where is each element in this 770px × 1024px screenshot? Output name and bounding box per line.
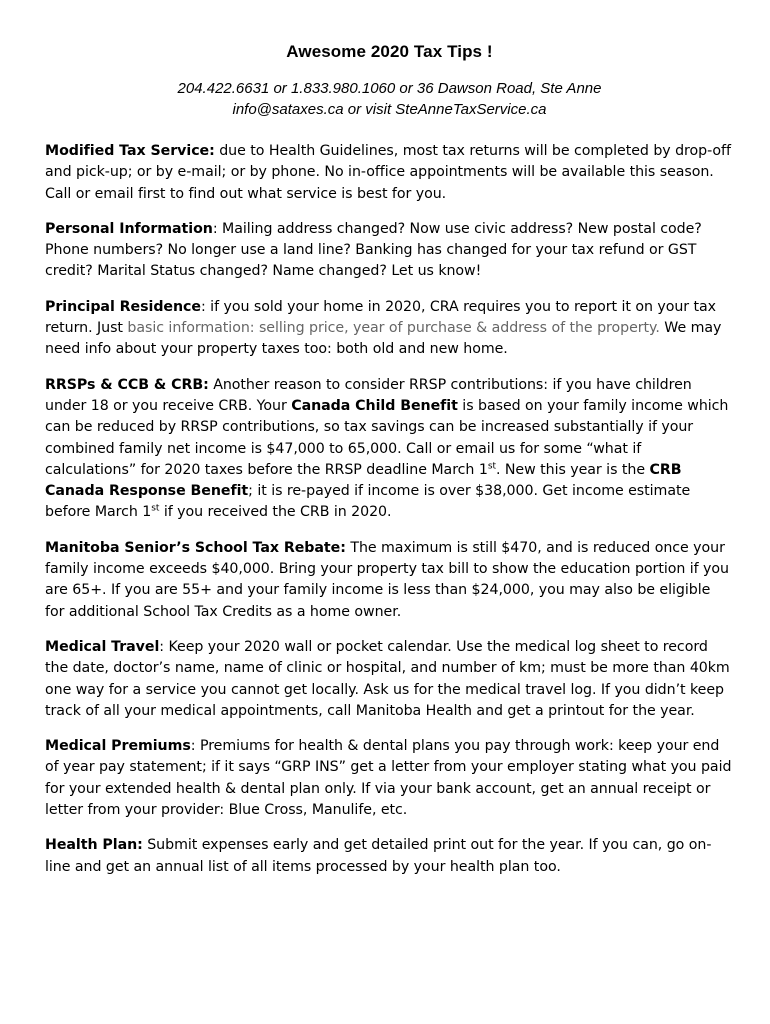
section-health-plan — [45, 835, 734, 878]
section-text: We may need info about your property taxes too: both old and new home. — [45, 320, 722, 358]
contact-info — [45, 78, 734, 120]
section-text: if you received the CRB in 2020. — [159, 504, 392, 521]
section-rrsp-ccb-crb — [45, 375, 734, 524]
section-medical-travel — [45, 637, 734, 722]
section-modified-tax-service — [45, 141, 734, 205]
section-text: due to Health Guidelines, most tax returns will be completed by drop-off and pick-up; or by e-mail; or by phone. No in-office appointments will be available this season. Call or email first to find out what service is best for you. — [45, 143, 731, 202]
section-heading: Principal Residence — [45, 298, 201, 315]
section-text: : Mailing address changed? Now use civic address? New postal code? Phone numbers? No longer use a land line? Banking has changed for your tax refund or GST credit? Marital Status changed? Name changed? Let us know! — [45, 220, 702, 280]
section-medical-premiums — [45, 736, 734, 821]
section-heading: Health Plan: — [45, 837, 143, 854]
highlighted-text: basic information: selling price, year of purchase & address of the property. — [127, 320, 660, 337]
section-text: : if you sold your home in 2020, CRA requires you to report it on your tax return. Just — [45, 298, 717, 337]
section-heading: Medical Premiums — [45, 738, 191, 755]
section-heading: Personal Information — [45, 220, 213, 237]
section-heading: Manitoba Senior’s School Tax Rebate: — [45, 539, 346, 556]
section-senior-school-tax-rebate — [45, 538, 734, 623]
section-personal-information — [45, 219, 734, 283]
bold-term-crb: CRB Canada Response Benefit — [45, 461, 682, 500]
section-heading: Modified Tax Service: — [45, 143, 215, 159]
contact-line-phone-address: 204.422.6631 or 1.833.980.1060 or 36 Dawson Road, Ste Anne — [177, 80, 602, 97]
section-text: . New this year is the — [495, 461, 650, 478]
ordinal-suffix: st — [487, 461, 496, 472]
section-principal-residence — [45, 297, 734, 361]
section-heading: RRSPs & CCB & CRB: — [45, 376, 209, 393]
section-text: Another reason to consider RRSP contributions: if you have children under 18 or you receive CRB. Your — [45, 376, 692, 414]
contact-line-email-website: info@sataxes.ca or visit SteAnneTaxService.ca — [232, 101, 547, 118]
page-title: Awesome 2020 Tax Tips ! — [286, 42, 493, 61]
section-text: : Premiums for health & dental plans you pay through work: keep your end of year pay statement; if it says “GRP INS” get a letter from your employer stating what you paid for your extended health & dental plan only. If via your bank account, get an annual receipt or letter from your provider: Blue Cross, Manulife, etc. — [45, 738, 732, 819]
section-heading: Medical Travel — [45, 638, 160, 655]
section-text: The maximum is still $470, and is reduced once your family income exceeds $40,000. Bring your property tax bill to show the education portion if you are 65+. If you are 55+ and your family income is less than $24,000, you may also be eligible for additional School Tax Credits as a home owner. — [45, 539, 729, 620]
section-text: Submit expenses early and get detailed print out for the year. If you can, go on-line and get an annual list of all items processed by your health plan too. — [45, 837, 712, 875]
section-text: ; it is re-payed if income is over $38,000. Get income estimate before March 1 — [45, 483, 691, 521]
section-text: is based on your family income which can be reduced by RRSP contributions, so tax savings can be increased substantially if your combined family net income is $47,000 to 65,000. Call or email us for some “what if calculations” for 2020 taxes before the RRSP deadline March 1 — [45, 397, 729, 478]
bold-term-canada-child-benefit: Canada Child Benefit — [291, 397, 458, 414]
section-text: : Keep your 2020 wall or pocket calendar. Use the medical log sheet to record the date, doctor’s name, name of clinic or hospital, and number of km; must be more than 40km one way for a service you cannot get locally. Ask us for the medical travel log. If you didn’t keep track of all your medical appointments, call Manitoba Health and get a printout for the year. — [45, 638, 730, 719]
ordinal-suffix: st — [151, 503, 160, 514]
